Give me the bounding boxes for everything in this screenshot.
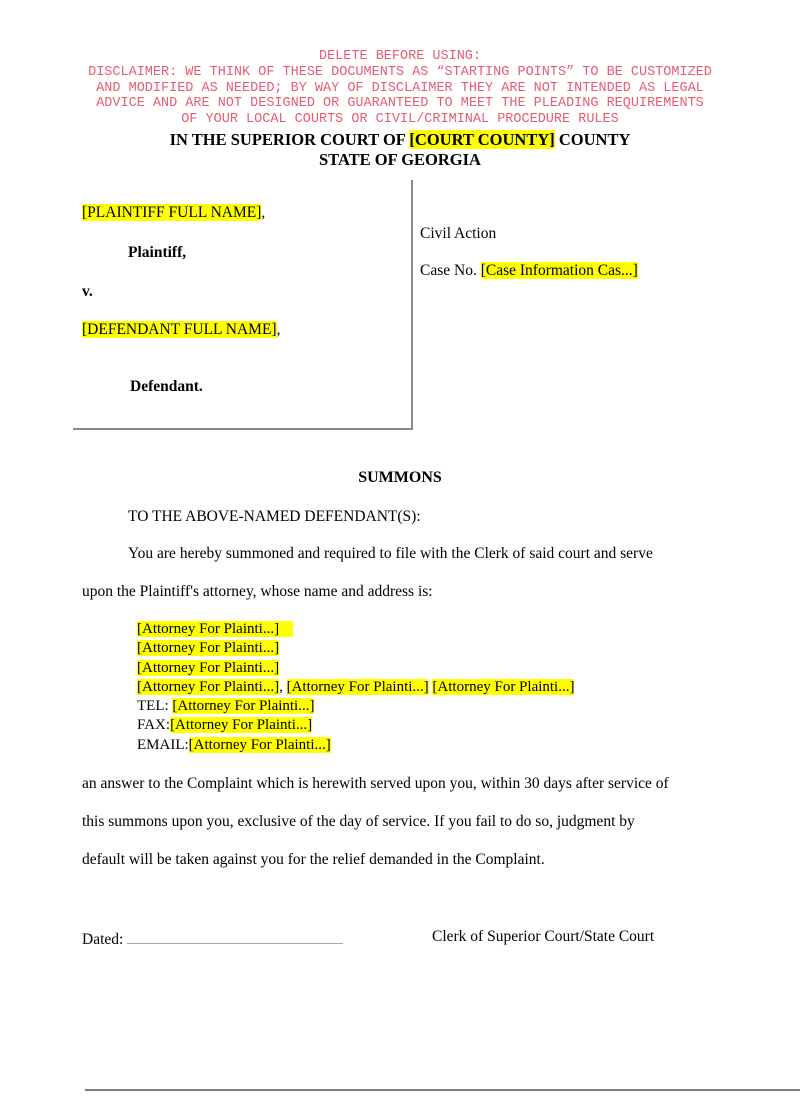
attorney-placeholder: [Attorney For Plainti...] [432,678,575,695]
attorney-line-comma: , [279,678,283,695]
attorney-placeholder: [Attorney For Plainti...] [137,621,293,637]
case-caption-box [73,180,413,430]
versus-label: v. [82,283,93,300]
court-title-line1 [0,130,800,150]
plaintiff-name-comma: , [261,204,266,221]
paragraph-line: this summons upon you, exclusive of the day of service. If you fail to do so, judgment by [82,813,635,830]
attorney-line-2 [137,639,574,658]
attorney-placeholder: [Attorney For Plainti...] [137,640,280,657]
civil-action-label: Civil Action [420,225,497,242]
attorney-email-placeholder: [Attorney For Plainti...] [188,736,331,753]
summons-heading: SUMMONS [358,469,442,486]
disclaimer-line: AND MODIFIED AS NEEDED; BY WAY OF DISCLAIMER THEY ARE NOT INTENDED AS LEGAL [96,80,704,96]
disclaimer-line: OF YOUR LOCAL COURTS OR CIVIL/CRIMINAL PROCEDURE RULES [181,112,619,128]
case-number-label: Case No. [420,262,481,279]
tel-label: TEL: [137,698,173,715]
page-bottom-edge [85,1089,800,1091]
paragraph-line: You are hereby summoned and required to file with the Clerk of said court and serve [128,545,653,562]
summons-paragraph-1 [82,535,730,611]
clerk-label: Clerk of Superior Court/State Court [432,928,655,945]
disclaimer-line: DELETE BEFORE USING: [318,49,482,64]
attorney-fax-line [137,716,574,735]
defendant-name-comma: , [276,321,281,338]
defendant-name-line [82,321,280,339]
attorney-tel-placeholder: [Attorney For Plainti...] [172,698,315,715]
paragraph-line: an answer to the Complaint which is herewith served upon you, within 30 days after service of [82,775,669,792]
court-title-line2: STATE OF GEORGIA [319,149,481,169]
attorney-address-block [137,620,574,755]
case-number-placeholder: [Case Information Cas...] [480,262,638,279]
attorney-tel-line [137,697,574,716]
case-number-line [420,262,638,280]
plaintiff-name-placeholder: [PLAINTIFF FULL NAME] [82,204,262,221]
defendant-name-placeholder: [DEFENDANT FULL NAME] [82,321,277,338]
email-label: EMAIL: [137,736,189,753]
to-defendant-line: TO THE ABOVE-NAMED DEFENDANT(S): [128,508,421,525]
attorney-placeholder: [Attorney For Plainti...] [137,678,280,695]
court-county-placeholder: [COURT COUNTY] [409,130,555,149]
attorney-line-1 [137,620,574,639]
disclaimer-line: ADVICE AND ARE NOT DESIGNED OR GUARANTEED TO MEET THE PLEADING REQUIREMENTS [96,96,704,112]
summons-paragraph-2 [82,765,730,879]
attorney-placeholder: [Attorney For Plainti...] [137,659,280,676]
dated-label: Dated: [82,931,124,948]
attorney-email-line [137,736,574,755]
court-title [0,130,800,169]
plaintiff-name-line [82,204,265,222]
attorney-line-3 [137,659,574,678]
defendant-role-label: Defendant. [130,378,203,395]
delete-before-using-disclaimer [0,49,800,128]
date-signature-line [127,928,343,944]
attorney-placeholder: [Attorney For Plainti...] [286,678,429,695]
disclaimer-line: DISCLAIMER: WE THINK OF THESE DOCUMENTS AS “STARTING POINTS” TO BE CUSTOMIZED [88,64,712,80]
attorney-line-4 [137,678,574,697]
court-title-prefix: IN THE SUPERIOR COURT OF [169,130,410,149]
attorney-fax-placeholder: [Attorney For Plainti...] [170,717,313,734]
paragraph-line: default will be taken against you for the relief demanded in the Complaint. [82,851,545,868]
paragraph-line: upon the Plaintiff's attorney, whose name and address is: [82,583,433,600]
plaintiff-role-label: Plaintiff, [128,244,187,261]
signature-row [82,928,730,949]
court-title-suffix: COUNTY [554,130,631,149]
fax-label: FAX: [137,717,171,734]
